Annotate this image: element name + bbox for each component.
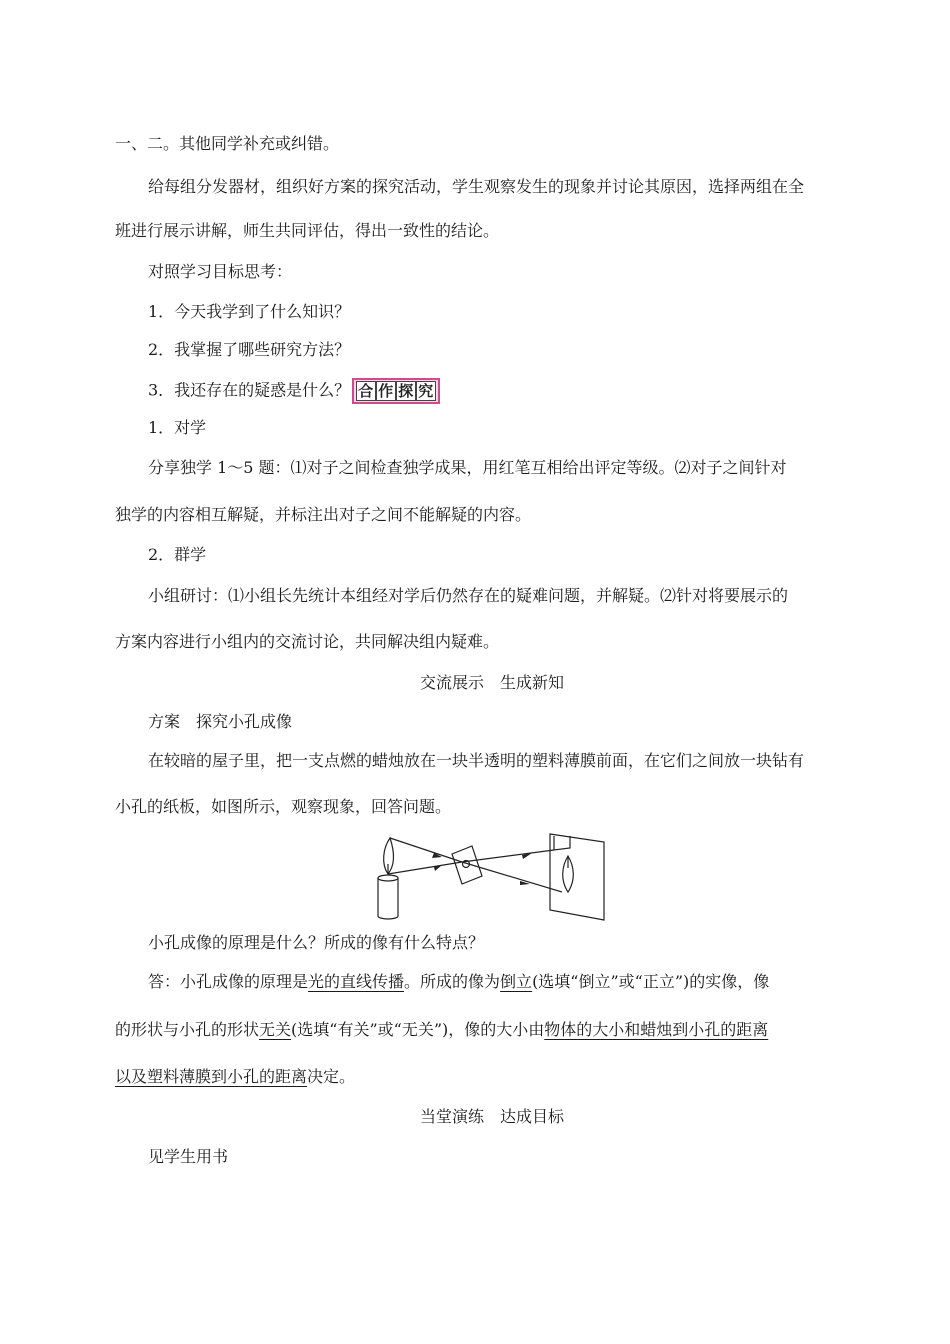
text-line: 给每组分发器材，组织好方案的探究活动，学生观察发生的现象并讨论其原因，选择两组在全 (148, 177, 805, 196)
candle-top (378, 875, 398, 881)
text-line: 一、二。其他同学补充或纠错。 (115, 134, 340, 153)
text-line: 在较暗的屋子里，把一支点燃的蜡烛放在一块半透明的塑料薄膜前面，在它们之间放一块钻有 (148, 751, 805, 770)
text-line: 2．群学 (148, 545, 207, 564)
section-heading: 当堂演练 达成目标 (419, 1107, 564, 1126)
text-line: 班进行展示讲解，师生共同评估，得出一致性的结论。 (115, 221, 500, 240)
badge-char: 作 (378, 382, 395, 400)
text-line: 见学生用书 (148, 1147, 229, 1166)
answer-blank: 以及塑料薄膜到小孔的距离 (115, 1067, 308, 1086)
text-line: 3．我还存在的疑惑是什么？ (148, 380, 351, 400)
answer-blank: 倒立 (500, 972, 533, 991)
answer-text: (选填“有关”或“无关”)，像的大小由 (291, 1020, 545, 1039)
text-line: 方案 探究小孔成像 (148, 712, 293, 731)
section-heading: 交流展示 生成新知 (419, 673, 564, 692)
badge-char: 探 (398, 382, 415, 400)
badge-char: 合 (358, 382, 375, 400)
text-line: 分享独学 1～5 题：⑴对子之间检查独学成果，用红笔互相给出评定等级。⑵对子之间针对 (148, 458, 787, 477)
text-line: 小组研讨：⑴小组长先统计本组经对学后仍然存在的疑难问题，并解疑。⑵针对将要展示的 (148, 586, 789, 605)
text-line: 1．对学 (148, 418, 207, 437)
candle-body (378, 878, 398, 919)
text-line: 小孔的纸板，如图所示，观察现象，回答问题。 (115, 797, 452, 816)
answer-line (115, 1019, 768, 1041)
answer-blank: 光的直线传播 (308, 972, 405, 991)
answer-line (115, 1066, 355, 1088)
text-line: 方案内容进行小组内的交流讨论，共同解决组内疑难。 (115, 632, 500, 651)
text-line: 2．我掌握了哪些研究方法？ (148, 340, 351, 359)
cooperative-inquiry-badge (352, 378, 440, 404)
badge-char: 究 (418, 382, 435, 400)
text-line: 对照学习目标思考： (148, 262, 293, 281)
text-line: 独学的内容相互解疑，并标注出对子之间不能解疑的内容。 (115, 505, 532, 524)
answer-blank: 物体的大小和蜡烛到小孔的距离 (544, 1020, 769, 1039)
answer-text: 答：小孔成像的原理是 (148, 972, 309, 991)
light-ray (390, 838, 462, 862)
answer-blank: 无关 (259, 1020, 292, 1039)
answer-text: 。所成的像为 (404, 972, 501, 991)
pinhole-card (452, 846, 482, 884)
text-line: 1．今天我学到了什么知识？ (148, 302, 351, 321)
plastic-film-screen (550, 834, 604, 920)
answer-text: 决定。 (307, 1067, 356, 1086)
light-ray (388, 862, 462, 874)
answer-line (148, 971, 769, 993)
text-line-with-badge (148, 378, 440, 404)
text-line: 小孔成像的原理是什么？所成的像有什么特点？ (148, 933, 485, 952)
pinhole-camera-figure (372, 826, 608, 922)
answer-text: 的形状与小孔的形状 (115, 1020, 260, 1039)
answer-text: (选填“倒立”或“正立”)的实像，像 (532, 972, 770, 991)
